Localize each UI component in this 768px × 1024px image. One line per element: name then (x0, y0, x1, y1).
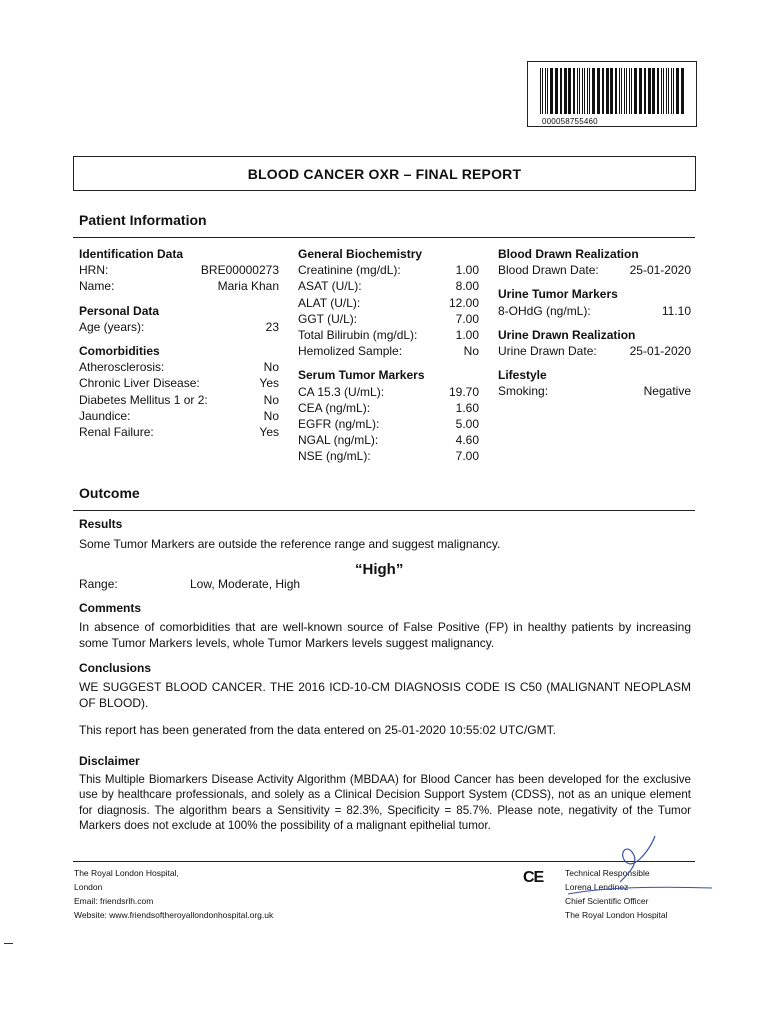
barcode-bar (676, 68, 679, 114)
data-row (498, 343, 691, 359)
data-row (298, 311, 479, 327)
data-row (298, 278, 479, 294)
lifestyle-heading: Lifestyle (498, 368, 547, 383)
barcode-bar (584, 68, 585, 114)
signer-org: The Royal London Hospital (565, 910, 668, 920)
data-row (498, 383, 691, 399)
result-level: “High” (355, 561, 404, 578)
data-row (79, 375, 279, 391)
divider (73, 510, 695, 511)
barcode-bar (573, 68, 575, 114)
row-value: 19.70 (448, 384, 479, 399)
identification-rows (79, 262, 279, 294)
row-value: 7.00 (455, 311, 479, 326)
personal-heading: Personal Data (79, 303, 160, 318)
data-row (298, 262, 479, 278)
barcode-bar (619, 68, 620, 114)
barcode-bar (560, 68, 562, 114)
tech-title: Technical Responsible (565, 868, 650, 878)
barcode-bar (661, 68, 662, 114)
generated-text: This report has been generated from the data entered on 25-01-2020 10:55:02 UTC/GMT. (79, 723, 556, 737)
biochemistry-heading: General Biochemistry (298, 247, 423, 261)
signature-icon (560, 832, 720, 896)
column-right (498, 246, 691, 400)
barcode-bar (610, 68, 613, 114)
range-label: Range: (79, 577, 118, 591)
barcode-bar (631, 68, 632, 114)
ce-mark-icon: CE (523, 869, 544, 886)
barcode-bar (542, 68, 543, 114)
identification-heading: Identification Data (79, 247, 184, 261)
report-title: BLOOD CANCER OXR – FINAL REPORT (73, 156, 696, 191)
blood-drawn-rows (498, 262, 691, 278)
barcode-bar (592, 68, 595, 114)
barcode-bar (564, 68, 567, 114)
barcode-bar (648, 68, 651, 114)
row-label: Urine Drawn Date: (498, 344, 597, 359)
row-value: 25-01-2020 (629, 263, 691, 278)
row-label: Diabetes Mellitus 1 or 2: (79, 392, 208, 407)
barcode-bar (657, 68, 659, 114)
row-value: 23 (265, 319, 279, 334)
lifestyle-rows (498, 383, 691, 399)
signer-name: Lorena Lendinez (565, 882, 629, 892)
barcode-bar (587, 68, 588, 114)
row-value: 1.60 (455, 400, 479, 415)
conclusions-heading: Conclusions (79, 661, 152, 675)
barcode-bar (673, 68, 674, 114)
row-value: 11.10 (661, 303, 691, 318)
column-left (79, 246, 279, 440)
signer-role: Chief Scientific Officer (565, 896, 649, 906)
data-row (498, 303, 691, 319)
row-value: 1.00 (455, 328, 479, 343)
row-value: 1.00 (455, 263, 479, 278)
row-label: ASAT (U/L): (298, 279, 362, 294)
barcode-bar (577, 68, 578, 114)
barcode-bar (579, 68, 580, 114)
barcode-bar (626, 68, 627, 114)
row-label: Atherosclerosis: (79, 360, 165, 375)
comments-heading: Comments (79, 601, 142, 615)
row-value: 4.60 (455, 433, 479, 448)
hospital-website: Website: www.friendsoftheroyallondonhospital.org.uk (74, 910, 274, 920)
urine-drawn-rows (498, 343, 691, 359)
outcome-title: Outcome (79, 485, 140, 501)
barcode-bar (615, 68, 617, 114)
barcode-bar (545, 68, 546, 114)
barcode-bar (671, 68, 672, 114)
data-row (298, 327, 479, 343)
row-label: Total Bilirubin (mg/dL): (298, 328, 418, 343)
barcode-bar (547, 68, 548, 114)
barcode-bar (652, 68, 655, 114)
row-value: Negative (643, 384, 691, 399)
row-label: GGT (U/L): (298, 311, 358, 326)
row-value: 25-01-2020 (629, 344, 691, 359)
row-label: Chronic Liver Disease: (79, 376, 200, 391)
hospital-city: London (74, 882, 103, 892)
data-row (79, 424, 279, 440)
urine-drawn-heading: Urine Drawn Realization (498, 327, 636, 342)
row-label: Name: (79, 279, 115, 294)
data-row (298, 448, 479, 464)
barcode-bar (681, 68, 684, 114)
barcode-bar (634, 68, 637, 114)
barcode-bar (621, 68, 622, 114)
results-text: Some Tumor Markers are outside the reference range and suggest malignancy. (79, 537, 501, 551)
barcode-bars (540, 68, 684, 114)
blood-drawn-heading: Blood Drawn Realization (498, 247, 639, 261)
row-value: No (263, 392, 279, 407)
row-label: Smoking: (498, 384, 549, 399)
row-value: No (463, 344, 479, 359)
data-row (79, 262, 279, 278)
barcode-bar (602, 68, 604, 114)
data-row (498, 262, 691, 278)
row-label: 8-OHdG (ng/mL): (498, 303, 591, 318)
barcode-bar (597, 68, 600, 114)
row-value: 8.00 (455, 279, 479, 294)
urine-markers-heading: Urine Tumor Markers (498, 287, 618, 302)
urine-markers-rows (498, 303, 691, 319)
data-row (79, 408, 279, 424)
data-row (79, 359, 279, 375)
row-label: CEA (ng/mL): (298, 400, 371, 415)
barcode-bar (589, 68, 590, 114)
row-label: ALAT (U/L): (298, 295, 361, 310)
row-value: BRE00000273 (200, 263, 279, 278)
row-label: EGFR (ng/mL): (298, 417, 380, 432)
barcode-bar (582, 68, 583, 114)
barcode-bar (639, 68, 642, 114)
results-heading: Results (79, 517, 123, 531)
barcode-bar (555, 68, 558, 114)
serum-markers-heading: Serum Tumor Markers (298, 368, 425, 383)
row-label: CA 15.3 (U/mL): (298, 384, 385, 399)
data-row (298, 295, 479, 311)
barcode-bar (663, 68, 664, 114)
barcode-bar (644, 68, 646, 114)
row-value: No (263, 408, 279, 423)
row-label: HRN: (79, 263, 109, 278)
page-mark (4, 943, 13, 944)
row-label: NSE (ng/mL): (298, 449, 371, 464)
row-label: Blood Drawn Date: (498, 263, 599, 278)
hospital-email: Email: friendsrlh.com (74, 896, 154, 906)
footer-address (74, 866, 273, 922)
data-row (298, 400, 479, 416)
serum-markers-rows (298, 384, 479, 465)
data-row (298, 416, 479, 432)
row-label: Age (years): (79, 319, 145, 334)
personal-rows (79, 319, 279, 335)
data-row (79, 278, 279, 294)
hospital-name: The Royal London Hospital, (74, 868, 179, 878)
row-value: Yes (259, 425, 279, 440)
biochemistry-rows (298, 262, 479, 359)
patient-info-title: Patient Information (79, 212, 207, 228)
row-label: Creatinine (mg/dL): (298, 263, 401, 278)
comments-text: In absence of comorbidities that are well-known source of False Positive (FP) in healthy patients by increasing some Tumor Markers levels, whole Tumor Markers levels suggest malignancy. (79, 620, 691, 650)
row-value: 7.00 (455, 449, 479, 464)
row-label: Hemolized Sample: (298, 344, 403, 359)
barcode (527, 61, 697, 127)
row-value: 5.00 (455, 417, 479, 432)
barcode-number: 000058755460 (542, 117, 598, 126)
data-row (79, 392, 279, 408)
range-value: Low, Moderate, High (190, 577, 301, 591)
comorbidities-rows (79, 359, 279, 440)
barcode-bar (568, 68, 571, 114)
conclusions-text: WE SUGGEST BLOOD CANCER. THE 2016 ICD-10-CM DIAGNOSIS CODE IS C50 (MALIGNANT NEOPLASM OF BLOOD). (79, 680, 691, 710)
row-label: NGAL (ng/mL): (298, 433, 379, 448)
comorbidities-heading: Comorbidities (79, 344, 160, 359)
barcode-bar (668, 68, 669, 114)
row-value: Maria Khan (217, 279, 279, 294)
data-row (298, 343, 479, 359)
row-label: Renal Failure: (79, 425, 154, 440)
barcode-bar (550, 68, 553, 114)
barcode-bar (629, 68, 630, 114)
barcode-bar (540, 68, 541, 114)
row-value: 12.00 (448, 295, 479, 310)
row-label: Jaundice: (79, 408, 131, 423)
disclaimer-heading: Disclaimer (79, 754, 140, 768)
disclaimer-text: This Multiple Biomarkers Disease Activity Algorithm (MBDAA) for Blood Cancer has been developed for the exclusive use by healthcare professionals, and solely as a Clinical Decision Support System (CDSS), not as an unique element for diagnosis. The algorithm bears a Sensitivity = 82.3%, Specificity = 85.7%. Please note, negativity of the Tumor Markers does not exclude at 100% the possibility of a malignant epithelial tumor. (79, 773, 691, 832)
barcode-bar (666, 68, 667, 114)
data-row (79, 319, 279, 335)
column-middle (298, 246, 479, 465)
row-value: Yes (259, 376, 279, 391)
barcode-bar (624, 68, 625, 114)
barcode-bar (606, 68, 609, 114)
row-value: No (263, 360, 279, 375)
data-row (298, 384, 479, 400)
divider (73, 237, 695, 238)
data-row (298, 432, 479, 448)
